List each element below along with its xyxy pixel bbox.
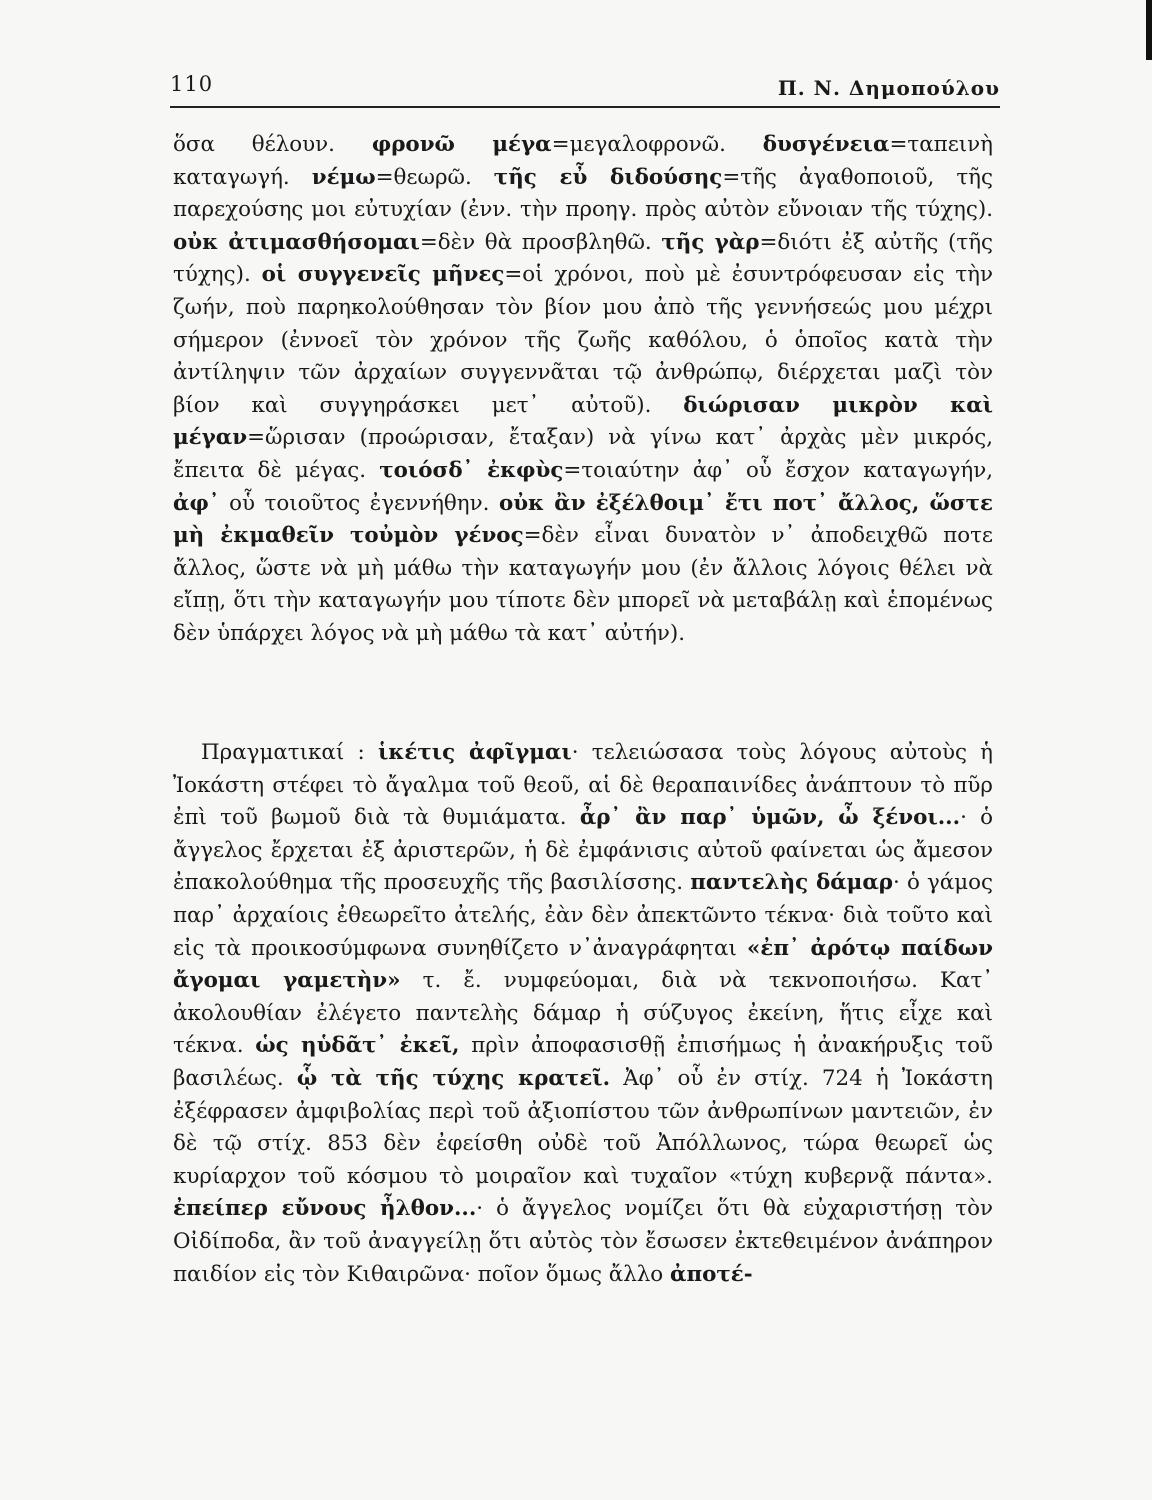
text-run: =μεγαλοφρονῶ. [551,132,763,157]
lemma-bold: ἐπείπερ εὔνους ἦλθον... [173,1196,477,1222]
lemma-bold: ὡς ηὑδᾶτ᾽ ἐκεῖ, [255,1033,460,1059]
lemma-bold: «ἐπ᾽ ἀρότῳ παίδων ἄγομαι γαμετὴν» [173,935,993,994]
text-run: =δὲν εἶναι δυνατὸν ν᾽ ἀποδειχθῶ ποτε ἄλλος, ὥστε νὰ μὴ μάθω τὴν καταγωγήν μου (ἐν ἄλλοις λόγοις θέλει νὰ εἴπῃ, ὅτι τὴν καταγωγήν μου τίποτε δὲν μπορεῖ νὰ μεταβάλῃ καὶ ἑπομένως δὲν ὑπάρχει λόγος νὰ μὴ μάθω τὰ κατ᾽ αὐτήν). [173,523,993,646]
text-run: · τελειώσασα τοὺς λόγους αὐτοὺς ἡ Ἰοκάστη στέφει τὸ ἄγαλμα τοῦ θεοῦ, αἱ δὲ θεραπαινίδες ἀνάπτουν τὸ πῦρ ἐπὶ τοῦ βωμοῦ διὰ τὰ θυμιάματα. [173,740,993,831]
lemma-bold: φρονῶ μέγα [371,132,552,157]
lemma-bold: τῆς γὰρ [661,229,760,255]
text-run: =τῆς ἀγαθοποιοῦ, τῆς παρεχούσης μοι εὐτυχίαν (ἐνν. τὴν προηγ. πρὸς αὐτὸν εὔνοιαν τῆς τύχης). [173,164,993,223]
text-run: =οἱ χρόνοι, ποὺ μὲ ἐσυντρόφευσαν εἰς τὴν ζωήν, ποὺ παρηκολούθησαν τὸν βίον μου ἀπὸ τῆς γεννήσεώς μου μέχρι σήμερον (ἐννοεῖ τὸν χρόνον τῆς ζωῆς καθόλου, ὁ ὁποῖος κατὰ τὴν ἀντίληψιν τῶν ἀρχαίων συγγεννᾶται τῷ ἀνθρώπῳ, διέρχεται μαζὶ τὸν βίον καὶ συγγηράσκει μετ᾽ αὐτοῦ). [173,262,993,418]
lemma-bold: τῆς εὖ διδούσης [493,164,723,190]
text-run: =ταπεινὴ καταγωγή. [173,132,993,190]
text-run: =δὲν θὰ προσβληθῶ. [419,229,662,255]
paragraph-commentary [173,129,993,651]
text-run: · ὁ ἄγγελος νομίζει ὅτι θὰ εὐχαριστήσῃ τὸν Οἰδίποδα, ἂν τοῦ ἀναγγείλῃ ὅτι αὐτὸς τὸν ἔσωσεν ἐκτεθειμένον ἀνάπηρον παιδίον εἰς τὸν Κιθαιρῶνα· ποῖον ὅμως ἄλλο [173,1196,993,1287]
lemma-bold: τοιόσδ᾽ ἐκφὺς [379,457,564,483]
lemma-bold: διώρισαν μικρὸν καὶ μέγαν [173,392,994,451]
scan-edge [1146,0,1152,60]
text-run: Πραγματικαί : [201,740,378,765]
page-header [170,70,1000,104]
paragraph-pragmatikai [173,737,993,1291]
text-run: =θεωρῶ. [375,164,494,190]
text-run: οὗ τοιοῦτος ἐγεννήθην. [219,490,499,516]
text-run: =τοιαύτην ἀφ᾽ οὗ ἔσχον καταγωγήν, [563,457,993,483]
text-run: =ὥρισαν (προώρισαν, ἔταξαν) νὰ γίνω κατ᾽ ἀρχὰς μὲν μικρός, ἔπειτα δὲ μέγας. [173,425,993,483]
text-run: τ. ἔ. νυμφεύομαι, διὰ νὰ τεκνοποιήσω. Κατ᾽ ἀκολουθίαν ἐλέγετο παντελὴς δάμαρ ἡ σύζυγος ἐκείνη, ἥτις εἶχε καὶ τέκνα. [173,968,993,1059]
lemma-bold: δυσγένεια [762,132,890,157]
lemma-bold: ἀποτέ- [670,1261,753,1287]
text-run: · ὁ γάμος παρ᾽ ἀρχαίοις ἐθεωρεῖτο ἀτελής, ἐὰν δὲν ἀπεκτῶντο τέκνα· διὰ τοῦτο καὶ εἰς τὰ προικοσύμφωνα συνηθίζετο ν᾽ἀναγράφηται [173,870,993,961]
page-number: 110 [170,72,214,96]
text-run: πρὶν ἀποφασισθῇ ἐπισήμως ἡ ἀνακήρυξις τοῦ βασιλέως. [173,1033,993,1091]
lemma-bold: ᾧ τὰ τῆς τύχης κρατεῖ. [296,1065,611,1091]
lemma-bold: οὐκ ἂν ἐξέλθοιμ᾽ ἔτι ποτ᾽ ἄλλος, ὥστε μὴ ἐκμαθεῖν τοὐμὸν γένος [173,490,994,549]
running-title: Π. Ν. Δημοπούλου [777,76,1000,100]
lemma-bold: ἀφ᾽ [173,490,220,516]
text-run: ὅσα θέλουν. [173,132,372,157]
header-rule [170,106,1000,108]
lemma-bold: οἱ συγγενεῖς μῆνες [261,262,505,288]
lemma-bold: ἆρ᾽ ἂν παρ᾽ ὑμῶν, ὦ ξένοι... [579,805,961,831]
text-run: · ὁ ἄγγελος ἔρχεται ἐξ ἀριστερῶν, ἡ δὲ ἐμφάνισις αὐτοῦ φαίνεται ὡς ἄμεσον ἐπακολούθημα τῆς προσευχῆς τῆς βασιλίσσης. [173,805,993,896]
lemma-bold: παντελὴς δάμαρ [690,870,894,896]
lemma-bold: νέμω [311,164,376,190]
lemma-bold: ἱκέτις ἀφῖγμαι [377,740,572,765]
text-run: Ἀφ᾽ οὗ ἐν στίχ. 724 ἡ Ἰοκάστη ἐξέφρασεν ἀμφιβολίας περὶ τοῦ ἀξιοπίστου τῶν ἀνθρωπίνων μαντειῶν, ἐν δὲ τῷ στίχ. 853 δὲν ἐφείσθη οὐδὲ τοῦ Ἀπόλλωνος, τώρα θεωρεῖ ὡς κυρίαρχον τοῦ κόσμου τὸ μοιραῖον καὶ τυχαῖον «τύχη κυβερνᾷ πάντα». [173,1065,993,1189]
lemma-bold: οὐκ ἀτιμασθήσομαι [173,229,420,255]
text-run: =διότι ἐξ αὐτῆς (τῆς τύχης). [173,229,993,288]
